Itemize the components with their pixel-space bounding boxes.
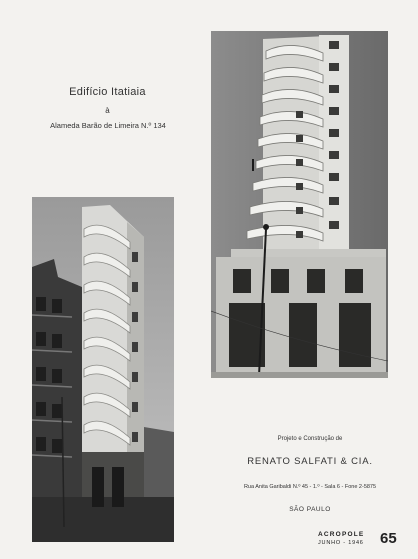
building-address: Alameda Barão de Limeira N.º 134 [50, 121, 166, 130]
building-title: Edifício Itatiaia [69, 86, 146, 98]
magazine-name: ACROPOLE [318, 531, 365, 538]
firm-address: Rua Anita Garibaldi N.º 45 - 1.º - Sala 6 - Fone 2-5875 [243, 484, 377, 490]
firm-name: RENATO SALFATI & CIA. [247, 456, 373, 467]
building-photo-street [32, 197, 174, 542]
building-photo-facade [211, 31, 388, 378]
firm-city: SÃO PAULO [289, 506, 331, 513]
page-number: 65 [380, 530, 397, 547]
magazine-footer [318, 530, 380, 547]
title-preposition: à [105, 106, 110, 115]
credit-intro: Projeto e Construção de [277, 436, 343, 442]
issue-date: JUNHO - 1946 [318, 540, 364, 546]
